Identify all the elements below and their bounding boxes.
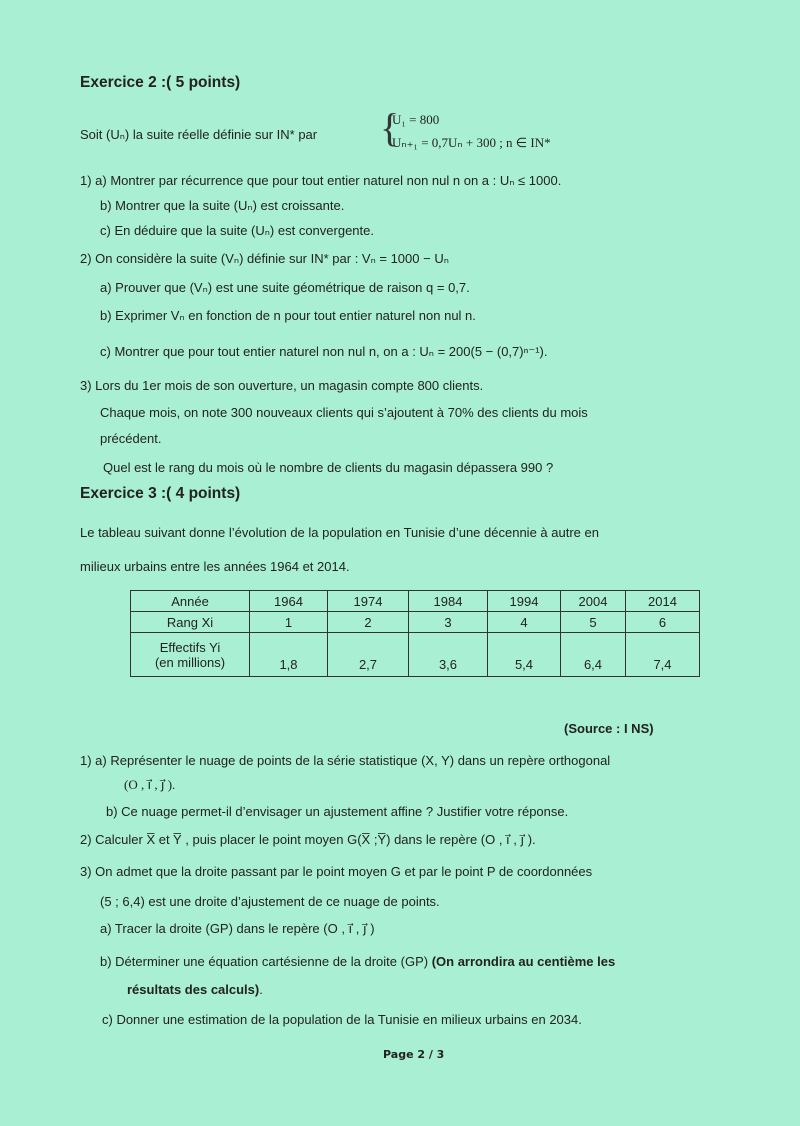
ex3-q3b-line-1 bbox=[100, 953, 615, 971]
system-brace: { bbox=[380, 105, 400, 150]
table-cell: 4 bbox=[488, 612, 561, 633]
ex2-q2: 2) On considère la suite (Vₙ) définie sur IN* par : Vₙ = 1000 − Uₙ bbox=[80, 251, 449, 266]
ex2-intro: Soit (Uₙ) la suite réelle définie sur IN* par bbox=[80, 127, 318, 142]
ex2-q1b: b) Montrer que la suite (Uₙ) est croissante. bbox=[100, 198, 345, 213]
table-cell: 5 bbox=[561, 612, 626, 633]
exercise-2-title: Exercice 2 :( 5 points) bbox=[80, 74, 241, 91]
ex3-q1b: b) Ce nuage permet-il d’envisager un ajustement affine ? Justifier votre réponse. bbox=[106, 804, 569, 819]
table-row-label bbox=[131, 633, 250, 677]
ex2-q3-line-3: précédent. bbox=[100, 431, 162, 446]
ex3-q1a-line-2: (O , i⃗ , j⃗ ). bbox=[124, 777, 176, 792]
table-cell: 2014 bbox=[626, 591, 700, 612]
ex2-q2a: a) Prouver que (Vₙ) est une suite géométrique de raison q = 0,7. bbox=[100, 280, 470, 295]
ex3-q3-line-2: (5 ; 6,4) est une droite d’ajustement de ce nuage de points. bbox=[100, 894, 440, 909]
table-row-rang bbox=[131, 612, 700, 633]
ex2-q3-line-4: Quel est le rang du mois où le nombre de clients du magasin dépassera 990 ? bbox=[103, 460, 554, 475]
population-table bbox=[130, 590, 700, 677]
ex3-intro-line-1: Le tableau suivant donne l’évolution de la population en Tunisie d’une décennie à autre en bbox=[80, 525, 599, 540]
table-row-label: Année bbox=[131, 591, 250, 612]
ex2-q1c: c) En déduire que la suite (Uₙ) est convergente. bbox=[100, 223, 374, 238]
table-cell: 1974 bbox=[328, 591, 409, 612]
table-label-line-1: Effectifs Yi bbox=[159, 639, 221, 655]
table-cell: 7,4 bbox=[626, 633, 700, 677]
ex3-q3b-text: b) Déterminer une équation cartésienne de la droite (GP) bbox=[100, 954, 429, 969]
ex2-q1a: 1) a) Montrer par récurrence que pour tout entier naturel non nul n on a : Uₙ ≤ 1000. bbox=[80, 173, 562, 188]
table-cell: 6,4 bbox=[561, 633, 626, 677]
ex3-q3b-bold-note: (On arrondira au centième les bbox=[431, 954, 616, 969]
ex2-q3-line-1: 3) Lors du 1er mois de son ouverture, un magasin compte 800 clients. bbox=[80, 378, 484, 393]
ex2-system-line-1: U₁ = 800 bbox=[392, 112, 440, 127]
table-cell: 1 bbox=[250, 612, 328, 633]
table-row-annee bbox=[131, 591, 700, 612]
table-cell: 3 bbox=[409, 612, 488, 633]
ex3-intro-line-2: milieux urbains entre les années 1964 et 2014. bbox=[80, 559, 350, 574]
table-cell: 1,8 bbox=[250, 633, 328, 677]
ex3-q3-line-1: 3) On admet que la droite passant par le point moyen G et par le point P de coordonnées bbox=[80, 864, 593, 879]
ex3-q3b-line-2 bbox=[127, 981, 263, 999]
source-note: (Source : I NS) bbox=[564, 721, 654, 736]
table-cell: 1984 bbox=[409, 591, 488, 612]
ex2-q3-line-2: Chaque mois, on note 300 nouveaux clients qui s’ajoutent à 70% des clients du mois bbox=[100, 405, 588, 420]
ex3-q1a-line-1: 1) a) Représenter le nuage de points de la série statistique (X, Y) dans un repère orthogonal bbox=[80, 753, 611, 768]
table-label-line-2: (en millions) bbox=[154, 654, 226, 670]
table-row-effectifs bbox=[131, 633, 700, 677]
ex3-q2: 2) Calculer X̅ et Y̅ , puis placer le point moyen G(X̅ ;Y̅) dans le repère (O , i⃗ , j⃗ ). bbox=[80, 832, 536, 847]
ex3-q3a: a) Tracer la droite (GP) dans le repère (O , i⃗ , j⃗ ) bbox=[100, 921, 375, 936]
page-number: Page 2 / 3 bbox=[383, 1048, 445, 1061]
ex3-q3b-period: . bbox=[259, 982, 263, 997]
table-row-label: Rang Xi bbox=[131, 612, 250, 633]
table-cell: 5,4 bbox=[488, 633, 561, 677]
table-cell: 1994 bbox=[488, 591, 561, 612]
exercise-3-title: Exercice 3 :( 4 points) bbox=[80, 485, 241, 502]
table-cell: 3,6 bbox=[409, 633, 488, 677]
ex3-q3b-bold-note-end: résultats des calculs) bbox=[127, 982, 260, 997]
table-cell: 1964 bbox=[250, 591, 328, 612]
table-cell: 2,7 bbox=[328, 633, 409, 677]
ex2-q2b: b) Exprimer Vₙ en fonction de n pour tout entier naturel non nul n. bbox=[100, 308, 476, 323]
ex3-q3c: c) Donner une estimation de la population de la Tunisie en milieux urbains en 2034. bbox=[102, 1012, 582, 1027]
table-cell: 6 bbox=[626, 612, 700, 633]
ex2-q2c: c) Montrer que pour tout entier naturel non nul n, on a : Uₙ = 200(5 − (0,7)ⁿ⁻¹). bbox=[100, 344, 548, 359]
ex2-system-line-2: Uₙ₊₁ = 0,7Uₙ + 300 ; n ∈ IN* bbox=[392, 135, 551, 150]
table-cell: 2004 bbox=[561, 591, 626, 612]
table-cell: 2 bbox=[328, 612, 409, 633]
